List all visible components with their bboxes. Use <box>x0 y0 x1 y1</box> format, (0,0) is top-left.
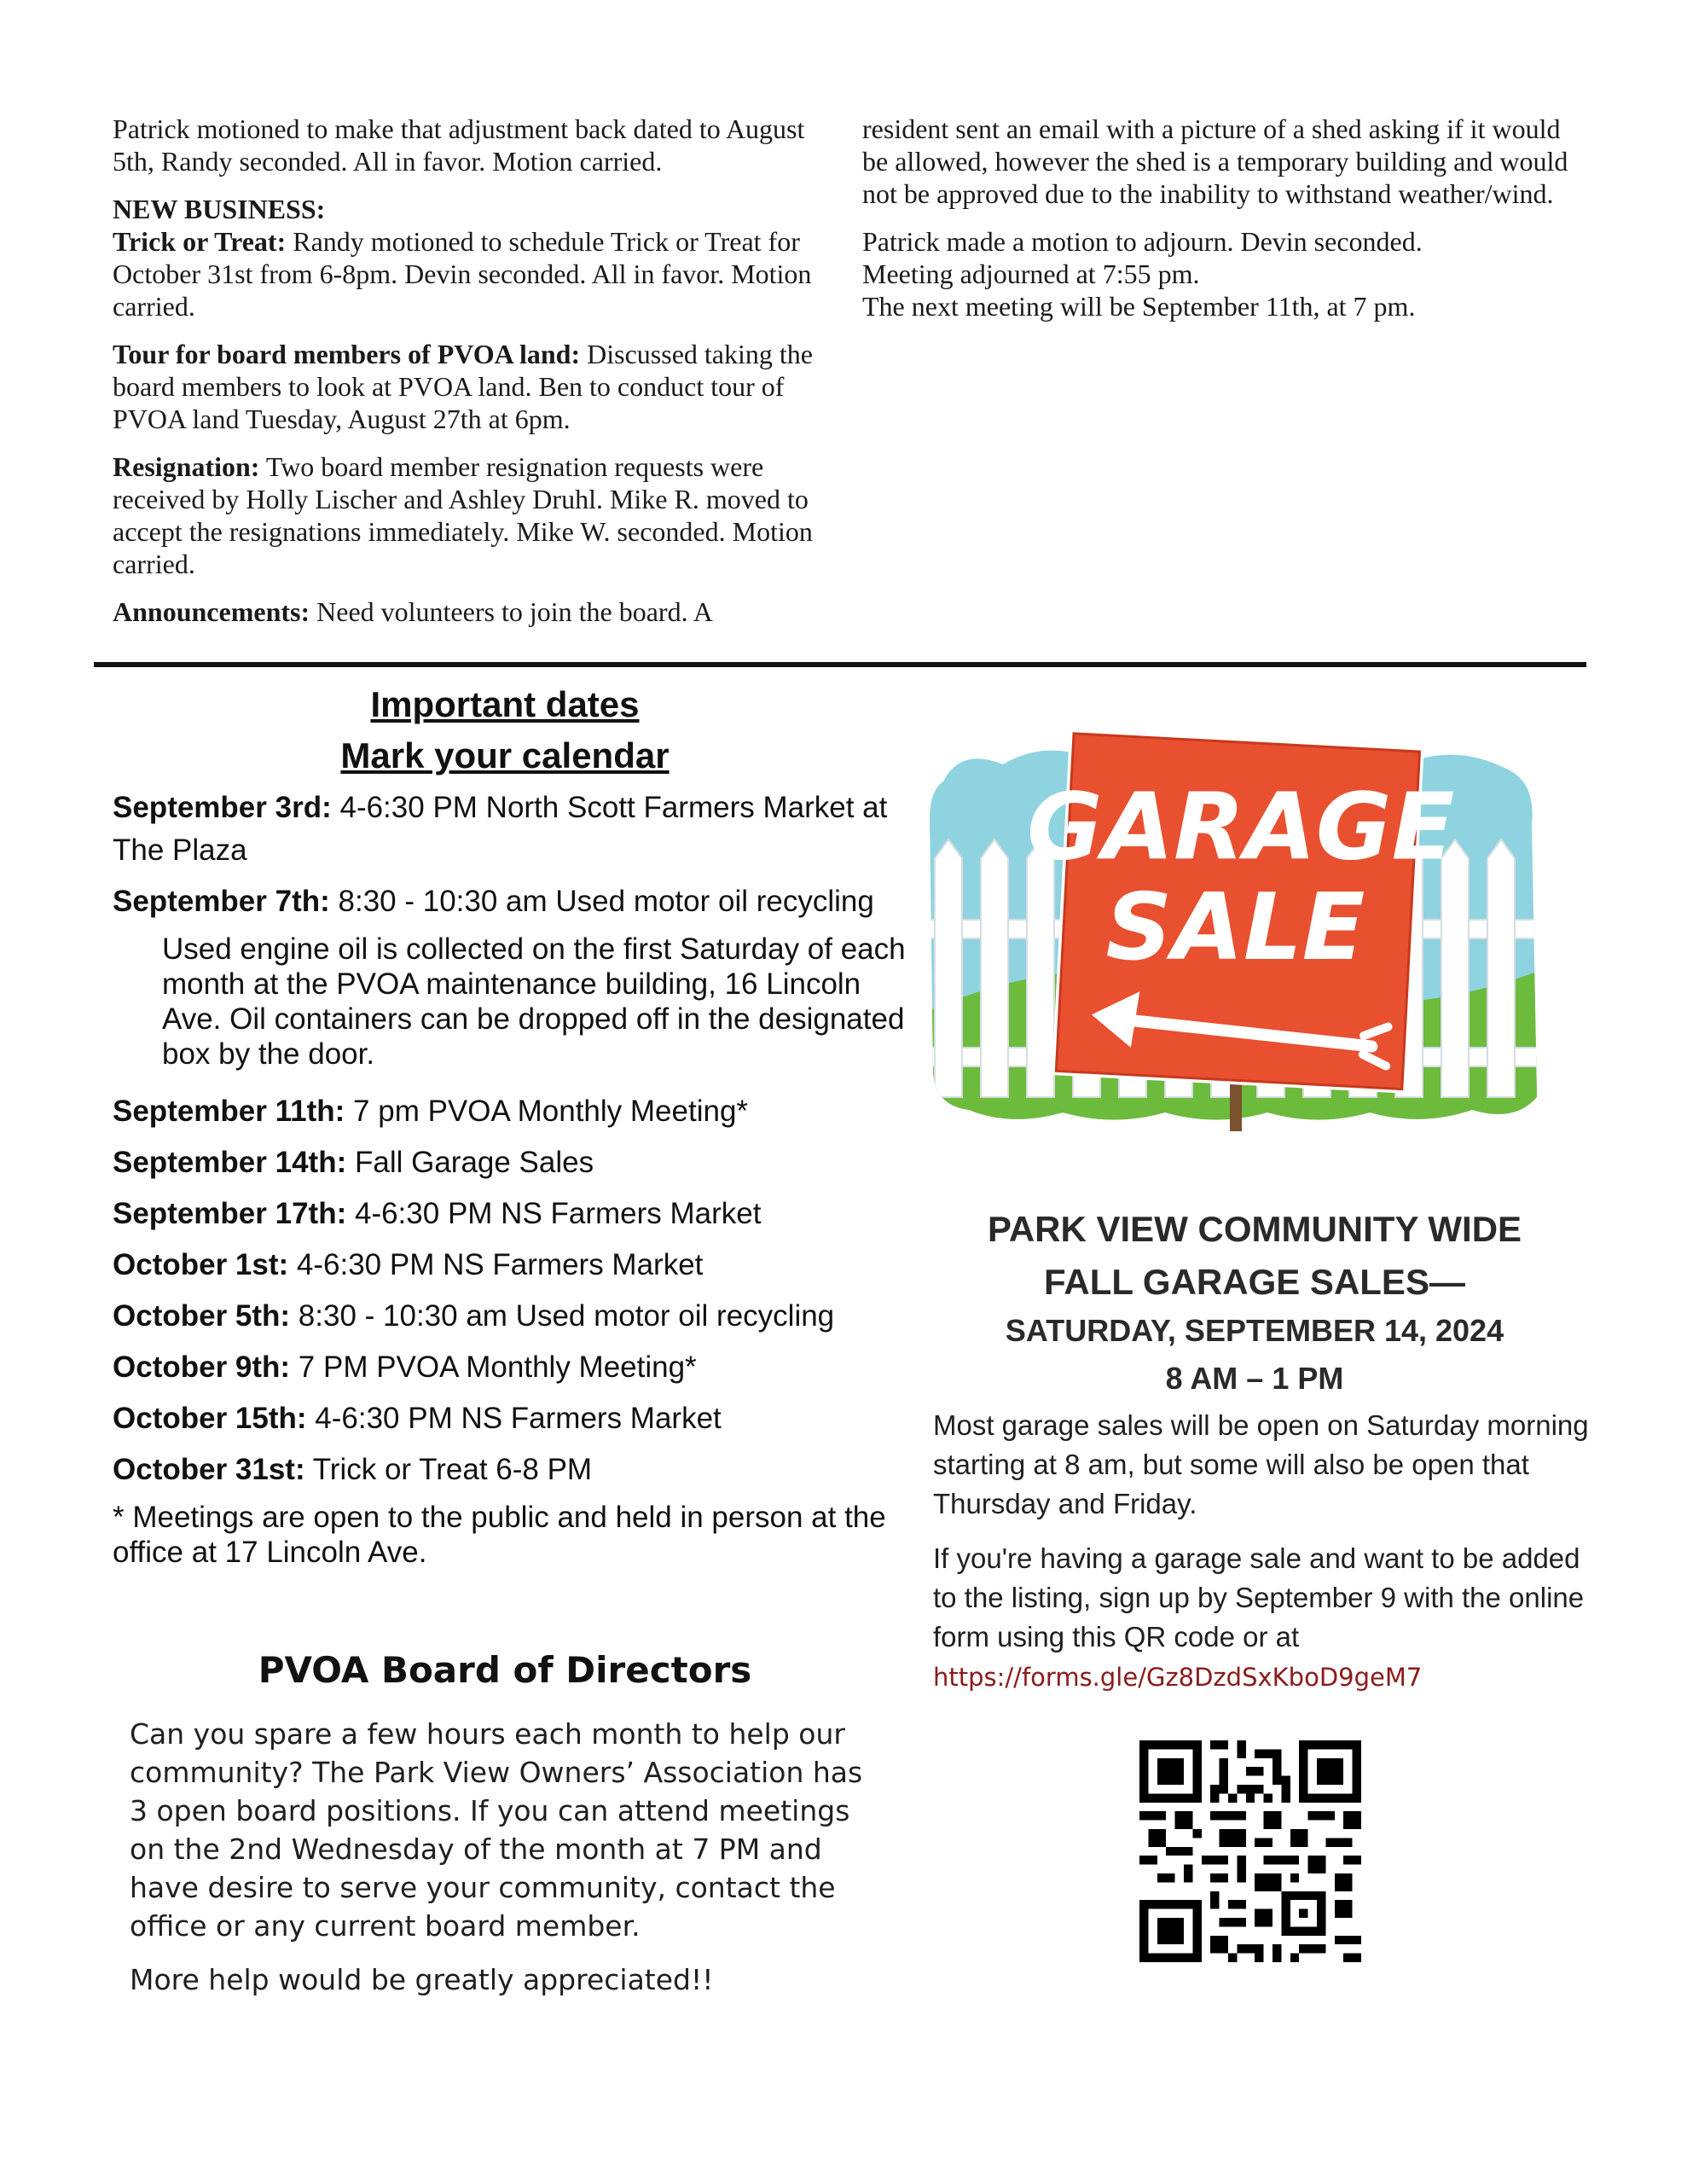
dates-list <box>113 787 914 1570</box>
garage-sales-paragraph: If you're having a garage sale and want to be added to the listing, sign up by September 9 with the online form using this QR code or at https://forms.gle/Gz8DzdSxKboD9geM7 <box>933 1542 1585 1692</box>
minutes-paragraph: resident sent an email with a picture of a shed asking if it would be allowed, however the shed is a temporary building and would not be approved due to the inability to withstand weather/wind. <box>862 113 1568 209</box>
date-item: September 11th: 7 pm PVOA Monthly Meeting* <box>113 1095 749 1128</box>
announcements-item: Announcements: Need volunteers to join the board. A <box>113 596 713 627</box>
qr-code-image[interactable] <box>1139 1740 1361 1962</box>
minutes-right-column <box>862 113 1587 322</box>
next-meeting-line: The next meeting will be September 11th, at 7 pm. <box>862 291 1416 322</box>
minutes-paragraph: Patrick made a motion to adjourn. Devin seconded. <box>862 226 1423 257</box>
new-business-heading: NEW BUSINESS: <box>113 194 326 224</box>
garage-sales-date: SATURDAY, SEPTEMBER 14, 2024 8 AM – 1 PM <box>1005 1313 1504 1396</box>
board-section <box>130 1715 880 2014</box>
signup-form-link[interactable]: https://forms.gle/Gz8DzdSxKboD9geM7 <box>933 1663 1423 1692</box>
garage-sales-paragraph: Most garage sales will be open on Saturday morning starting at 8 am, but some will also be open that Thursday and Friday. <box>933 1409 1589 1519</box>
date-item: October 9th: 7 PM PVOA Monthly Meeting* <box>113 1350 697 1384</box>
sign-board <box>1012 730 1462 1093</box>
board-paragraph: More help would be greatly appreciated!! <box>130 1963 714 1996</box>
trick-or-treat-item: Trick or Treat: Randy motioned to schedule Trick or Treat for October 31st from 6-8pm. Devin seconded. All in favor. Motion carried. <box>113 226 812 322</box>
tour-label: Tour for board members of PVOA land: <box>113 339 581 369</box>
garage-sale-sign-image <box>926 730 1544 1131</box>
important-dates-heading: Important dates Mark your calendar <box>340 684 670 775</box>
sign-line-garage: GARAGE <box>1026 774 1455 881</box>
board-paragraph: Can you spare a few hours each month to help our community? The Park View Owners’ Association has 3 open board positions. If you can attend meetings on the 2nd Wednesday of the month at 7 PM and have desire to serve your community, contact the office or any current board member. <box>130 1717 863 1943</box>
date-item: October 1st: 4-6:30 PM NS Farmers Market <box>113 1248 704 1281</box>
minutes-left-column <box>113 113 838 643</box>
date-item: September 3rd: 4-6:30 PM North Scott Farmers Market at The Plaza <box>113 791 888 867</box>
date-item: October 5th: 8:30 - 10:30 am Used motor oil recycling <box>113 1299 835 1333</box>
board-title: PVOA Board of Directors <box>258 1649 752 1691</box>
meetings-footnote: * Meetings are open to the public and held in person at the office at 17 Lincoln Ave. <box>113 1501 886 1569</box>
minutes-paragraph: Patrick motioned to make that adjustment back dated to August 5th, Randy seconded. All in favor. Motion carried. <box>113 113 805 177</box>
tour-item: Tour for board members of PVOA land: Discussed taking the board members to look at PVOA land. Ben to conduct tour of PVOA land Tuesday, August 27th at 6pm. <box>113 339 813 434</box>
date-item: September 7th: 8:30 - 10:30 am Used motor oil recycling <box>113 885 874 918</box>
oil-recycling-note: Used engine oil is collected on the first Saturday of each month at the PVOA maintenance building, 16 Lincoln Ave. Oil containers can be dropped off in the designated box by the door. <box>162 932 906 1071</box>
date-item: September 17th: 4-6:30 PM NS Farmers Market <box>113 1197 762 1230</box>
garage-sales-title: PARK VIEW COMMUNITY WIDE FALL GARAGE SALES— <box>987 1209 1522 1302</box>
announcements-label: Announcements: <box>113 596 310 627</box>
resignation-label: Resignation: <box>113 451 260 482</box>
minutes-paragraph: Meeting adjourned at 7:55 pm. <box>862 258 1200 289</box>
date-item: October 31st: Trick or Treat 6-8 PM <box>113 1453 593 1486</box>
trick-label: Trick or Treat: <box>113 226 287 257</box>
section-divider <box>94 662 1586 667</box>
resignation-item: Resignation: Two board member resignation requests were received by Holly Lischer and Ashley Druhl. Mike R. moved to accept the resignations immediately. Mike W. seconded. Motion carried. <box>113 451 813 579</box>
date-item: October 15th: 4-6:30 PM NS Farmers Market <box>113 1402 722 1435</box>
garage-sales-body <box>933 1406 1598 1712</box>
date-item: September 14th: Fall Garage Sales <box>113 1146 594 1179</box>
sign-line-sale: SALE <box>1105 874 1365 982</box>
